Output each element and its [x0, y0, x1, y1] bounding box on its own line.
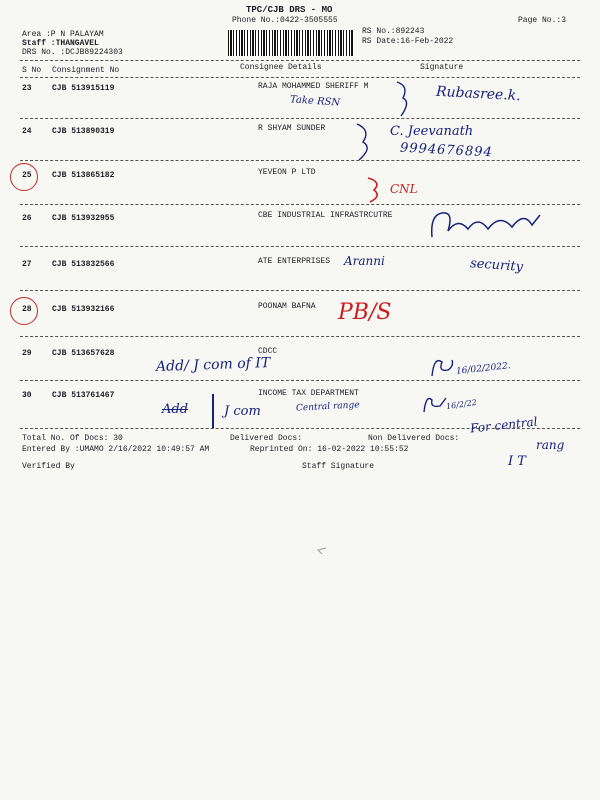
handwritten-signature: Rubasree.k. [435, 83, 522, 105]
delivered-docs: Delivered Docs: [230, 434, 303, 443]
divider [20, 290, 580, 291]
row-consignee: POONAM BAFNA [258, 302, 316, 311]
handwritten-signature [428, 207, 548, 247]
rs-date: RS Date:16-Feb-2022 [362, 37, 454, 46]
row-sno: 27 [22, 260, 32, 269]
divider [20, 77, 580, 78]
stray-mark [316, 546, 328, 556]
row-sno: 26 [22, 214, 32, 223]
col-consignment: Consignment No [52, 66, 120, 75]
row-consignee: INCOME TAX DEPARTMENT [258, 389, 359, 398]
divider [20, 60, 580, 61]
area-label: Area :P N PALAYAM [22, 30, 104, 39]
row-consignment: CJB 513890319 [52, 127, 115, 136]
handwritten-signature [428, 352, 458, 382]
row-sno: 30 [22, 391, 32, 400]
red-circle-mark [10, 163, 38, 191]
document-title: TPC/CJB DRS - MO [246, 5, 333, 15]
row-consignee: R SHYAM SUNDER [258, 124, 326, 133]
row-sno: 28 [22, 305, 32, 314]
handwritten-note: CNL [390, 182, 418, 196]
handwritten-date: 16/2/22 [445, 397, 478, 412]
divider [20, 160, 580, 161]
row-consignment: CJB 513915119 [52, 84, 115, 93]
brace-mark [355, 122, 375, 162]
row-consignment: CJB 513832566 [52, 260, 115, 269]
handwritten-signature: PB/S [338, 300, 392, 325]
row-consignment: CJB 513865182 [52, 171, 115, 180]
handwritten-note: I T [508, 454, 526, 469]
col-signature: Signature [420, 63, 464, 72]
row-sno: 29 [22, 349, 32, 358]
row-sno: 23 [22, 84, 32, 93]
divider [20, 118, 580, 119]
row-consignee: RAJA MOHAMMED SHERIFF M [258, 82, 369, 91]
phone-number: Phone No.:0422-3505555 [232, 16, 338, 25]
col-sno: S No [22, 66, 42, 75]
pen-stroke [212, 394, 214, 428]
brace-mark [395, 80, 415, 120]
handwritten-note: For central [469, 414, 539, 436]
handwritten-note-struck: Add [162, 402, 189, 417]
staff-signature: Staff Signature [302, 462, 375, 471]
staff-label: Staff :THANGAVEL [22, 39, 99, 48]
entered-by: Entered By :UMAMO 2/16/2022 10:49:57 AM [22, 445, 210, 454]
handwritten-note: J com [224, 404, 261, 419]
handwritten-note: security [469, 256, 524, 275]
row-consignment: CJB 513932166 [52, 305, 115, 314]
rs-number: RS No.:892243 [362, 27, 425, 36]
handwritten-signature: C. Jeevanath [390, 124, 474, 139]
handwritten-phone: 9994676894 [399, 140, 494, 161]
row-consignee: CDCC [258, 347, 278, 356]
non-delivered-docs: Non Delivered Docs: [368, 434, 460, 443]
col-consignee: Consignee Details [240, 63, 322, 72]
handwritten-note: Add/ J com of IT [155, 355, 271, 375]
handwritten-note: rang [536, 438, 565, 452]
divider [20, 204, 580, 205]
handwritten-date: 16/02/2022. [455, 361, 512, 377]
total-docs: Total No. Of Docs: 30 [22, 434, 123, 443]
row-sno: 25 [22, 171, 32, 180]
row-consignee: CBE INDUSTRIAL INFRASTRCUTRE [258, 211, 393, 220]
verified-by: Verified By [22, 462, 75, 471]
row-consignee: YEVEON P LTD [258, 168, 316, 177]
row-sno: 24 [22, 127, 32, 136]
red-circle-mark [10, 297, 38, 325]
page-number: Page No.:3 [518, 16, 567, 25]
drs-number: DRS No. :DCJB89224303 [22, 48, 123, 57]
red-mark [366, 176, 386, 204]
handwritten-note: Central range [295, 400, 360, 414]
divider [20, 380, 580, 381]
row-consignment: CJB 513657628 [52, 349, 115, 358]
handwritten-signature: Aranni [344, 254, 385, 268]
divider [20, 336, 580, 337]
barcode [228, 30, 354, 56]
row-consignee: ATE ENTERPRISES [258, 257, 331, 266]
row-consignment: CJB 513761467 [52, 391, 115, 400]
reprinted-on: Reprinted On: 16-02-2022 10:55:52 [250, 445, 409, 454]
handwritten-note: Take RSN [289, 94, 341, 109]
row-consignment: CJB 513932955 [52, 214, 115, 223]
